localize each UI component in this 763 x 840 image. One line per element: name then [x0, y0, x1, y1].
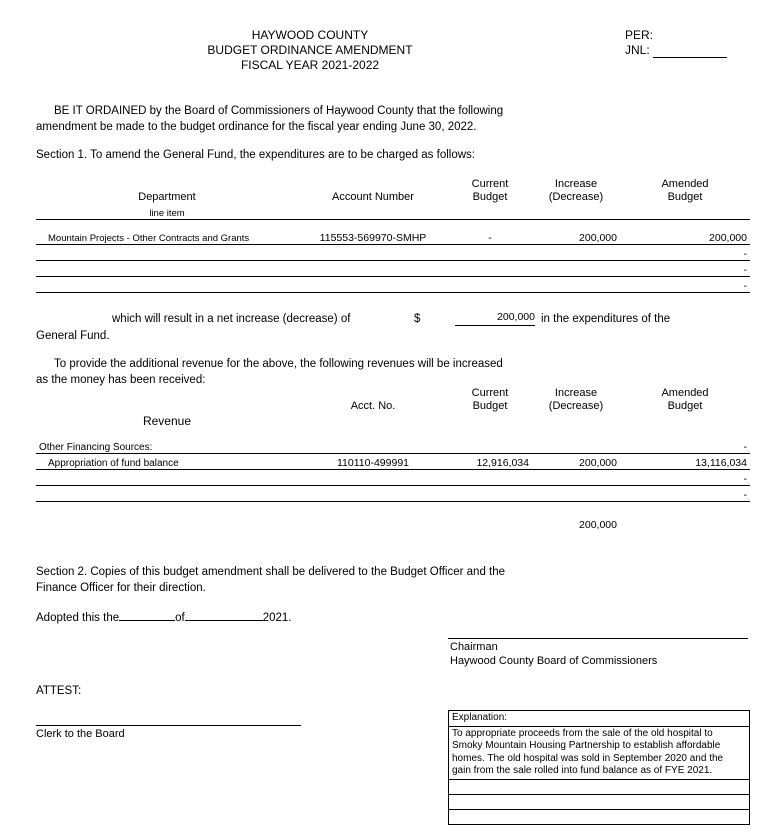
adopted-prefix: Adopted this the	[36, 612, 120, 624]
table-row	[36, 454, 750, 470]
general-fund-text: General Fund.	[36, 330, 110, 342]
jnl-blank-line	[653, 46, 727, 58]
row-account	[298, 470, 448, 486]
chairman-signature-line	[448, 638, 748, 639]
adopted-month-blank[interactable]	[185, 620, 263, 621]
row-current	[448, 277, 532, 293]
explanation-line-4: gain from the sale rolled into fund balance as of FYE 2021.	[452, 765, 713, 776]
row-current	[448, 486, 532, 502]
col-acct-no: Acct. No.	[350, 400, 396, 412]
explanation-title: Explanation:	[449, 711, 749, 727]
row-revenue	[36, 470, 298, 486]
row-amended: -	[620, 470, 750, 486]
row-increase: 200,000	[532, 229, 620, 245]
col-current-1: Current	[471, 178, 509, 190]
table-row	[36, 261, 750, 277]
col-account-number: Account Number	[332, 191, 414, 203]
col-department: Department	[138, 191, 196, 203]
explanation-blank-row	[449, 779, 749, 794]
net-amount-value: 200,000	[455, 311, 535, 326]
col-increase-1: Increase	[554, 178, 598, 190]
col-increase-2: (Decrease)	[548, 400, 604, 412]
row-increase	[532, 245, 620, 261]
explanation-line-1: To appropriate proceeds from the sale of the old hospital to	[452, 727, 713, 739]
col-increase-2: (Decrease)	[548, 191, 604, 203]
revenue-paragraph	[36, 356, 736, 388]
revenue-col-head-row	[36, 385, 750, 413]
table-row	[36, 438, 750, 454]
row-department	[36, 261, 298, 277]
row-amended: -	[620, 438, 750, 454]
clerk-signature-line	[36, 725, 301, 726]
section1-heading: Section 1. To amend the General Fund, the expenditures are to be charged as follows:	[36, 149, 475, 161]
row-current	[448, 438, 532, 454]
row-current: -	[448, 229, 532, 245]
intro-paragraph	[36, 103, 736, 135]
net-increase-text: which will result in a net increase (decrease) of	[112, 313, 351, 325]
explanation-blank-row	[449, 794, 749, 809]
explanation-body	[449, 727, 749, 779]
attest-label: ATTEST:	[36, 685, 82, 697]
jnl-label: JNL:	[625, 43, 650, 57]
row-account	[298, 438, 448, 454]
explanation-blank-row	[449, 809, 749, 824]
per-label: PER:	[625, 28, 654, 42]
document-header	[0, 28, 763, 73]
revenue-subhead-row	[36, 413, 750, 428]
col-amended-1: Amended	[661, 178, 709, 190]
col-amended-2: Budget	[667, 191, 703, 203]
col-amended-2: Budget	[667, 400, 703, 412]
header-line-title: BUDGET ORDINANCE AMENDMENT	[207, 43, 413, 57]
section2-paragraph	[36, 564, 736, 596]
revenue-total: 200,000	[579, 519, 617, 531]
row-increase	[532, 486, 620, 502]
row-current	[448, 261, 532, 277]
row-amended: 200,000	[620, 229, 750, 245]
row-account	[298, 261, 448, 277]
row-account: 115553-569970-SMHP	[298, 229, 448, 245]
section2-line-1: Section 2. Copies of this budget amendment shall be delivered to the Budget Officer and the	[36, 566, 506, 578]
revenue-line-1: To provide the additional revenue for the above, the following revenues will be increased	[54, 358, 503, 370]
section2-line-2: Finance Officer for their direction.	[36, 582, 206, 594]
col-current-2: Budget	[472, 191, 508, 203]
table-row	[36, 229, 750, 245]
row-increase	[532, 261, 620, 277]
row-amended: -	[620, 261, 750, 277]
row-amended: -	[620, 486, 750, 502]
row-department	[36, 277, 298, 293]
net-dollar-sign: $	[414, 313, 421, 325]
revenue-line-2: as the money has been received:	[36, 374, 206, 386]
table-row	[36, 486, 750, 502]
net-text-suffix: in the expenditures of the	[541, 313, 671, 325]
table-row	[36, 245, 750, 261]
row-amended: 13,116,034	[620, 454, 750, 470]
row-revenue: Appropriation of fund balance	[36, 454, 298, 470]
clerk-label: Clerk to the Board	[36, 728, 125, 740]
row-current: 12,916,034	[448, 454, 532, 470]
explanation-line-2: Smoky Mountain Housing Partnership to establish affordable	[452, 740, 721, 751]
intro-line-2: amendment be made to the budget ordinance for the fiscal year ending June 30, 2022.	[36, 121, 477, 133]
col-current-1: Current	[471, 387, 509, 399]
adopted-line	[36, 610, 292, 626]
header-per-jnl	[625, 28, 727, 58]
adopted-day-blank[interactable]	[119, 620, 175, 621]
col-department-sub: line item	[36, 204, 298, 220]
row-increase: 200,000	[532, 454, 620, 470]
intro-line-1: BE IT ORDAINED by the Board of Commissioners of Haywood County that the following	[54, 105, 504, 117]
revenue-total-row	[36, 502, 750, 532]
row-increase	[532, 438, 620, 454]
col-revenue: Revenue	[142, 414, 192, 428]
explanation-line-3: homes. The old hospital was sold in September 2020 and the	[452, 752, 724, 764]
explanation-box	[448, 710, 750, 825]
row-current	[448, 245, 532, 261]
expenditure-table	[36, 176, 750, 293]
chairman-label: Chairman	[450, 641, 498, 653]
expenditure-subhead-row	[36, 204, 750, 220]
row-department: Mountain Projects - Other Contracts and Grants	[36, 229, 298, 245]
row-revenue: Other Financing Sources:	[36, 438, 298, 454]
row-amended: -	[620, 277, 750, 293]
table-row	[36, 277, 750, 293]
revenue-table	[36, 385, 750, 531]
table-row	[36, 470, 750, 486]
row-account	[298, 245, 448, 261]
row-account	[298, 277, 448, 293]
col-amended-1: Amended	[661, 387, 709, 399]
expenditure-spacer-row	[36, 220, 750, 230]
header-title-block	[0, 28, 620, 73]
row-revenue	[36, 486, 298, 502]
board-label: Haywood County Board of Commissioners	[450, 655, 658, 667]
adopted-of: of	[175, 612, 185, 624]
row-increase	[532, 277, 620, 293]
col-current-2: Budget	[472, 400, 508, 412]
expenditure-col-head-row	[36, 176, 750, 204]
header-line-county: HAYWOOD COUNTY	[251, 28, 369, 42]
row-account: 110110-499991	[298, 454, 448, 470]
revenue-spacer-row	[36, 428, 750, 438]
header-line-fiscal-year: FISCAL YEAR 2021-2022	[240, 58, 380, 72]
col-increase-1: Increase	[554, 387, 598, 399]
row-increase	[532, 470, 620, 486]
row-account	[298, 486, 448, 502]
adopted-year: 2021.	[262, 612, 292, 624]
jnl-field	[625, 43, 727, 58]
row-current	[448, 470, 532, 486]
row-amended: -	[620, 245, 750, 261]
row-department	[36, 245, 298, 261]
